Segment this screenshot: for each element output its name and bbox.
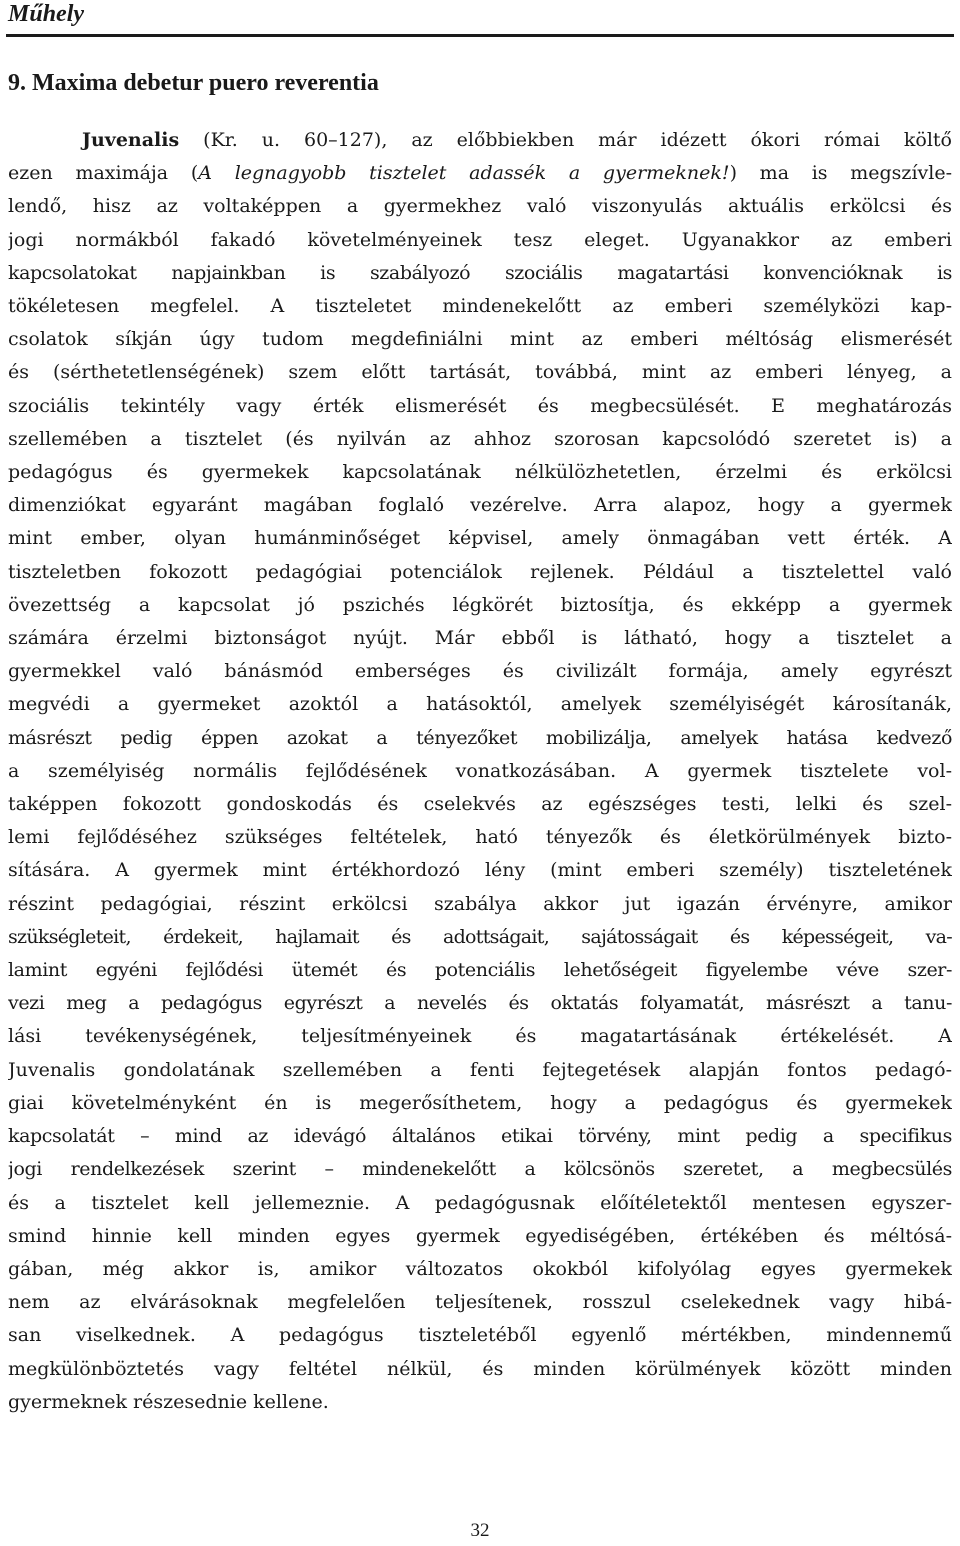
text-line: taképpen fokozott gondoskodás és cselekvés az egészséges testi, lelki és szel-: [8, 793, 952, 816]
text-line: lamint egyéni fejlődési ütemét és potenciális lehetőségeit figyelembe véve szer-: [8, 959, 952, 982]
text-line: jogi normákból fakadó követelményeinek tesz eleget. Ugyanakkor az emberi: [8, 228, 952, 251]
text-line: másrészt pedig éppen azokat a tényezőket mobilizálja, amelyek hatása kedvező: [8, 726, 952, 749]
text-line: mint ember, olyan humánminőséget képvisel, amely önmagában vett érték. A: [8, 527, 952, 550]
text-line: pedagógus és gyermekek kapcsolatának nélkülözhetetlen, érzelmi és erkölcsi: [8, 461, 952, 484]
page-number: 32: [470, 1520, 490, 1541]
quoted-maxim: A legnagyobb tisztelet adassék a gyermeknek!: [198, 162, 730, 185]
text-line: övezettség a kapcsolat jó pszichés légkörét biztosítja, és ekképp a gyermek: [8, 593, 952, 616]
author-name: Juvenalis: [82, 129, 180, 151]
text-line: jogi rendelkezések szerint – mindenekelőtt a kölcsönös szeretet, a megbecsülés: [8, 1158, 952, 1181]
text-line: giai követelményként én is megerősíthetem, hogy a pedagógus és gyermekek: [8, 1091, 952, 1114]
text-line: csolatok síkján úgy tudom megdefiniálni mint az emberi méltóság elismerését: [8, 328, 952, 351]
text-line: Juvenalis (Kr. u. 60–127), az előbbiekben már idézett ókori római költő: [82, 129, 952, 151]
text-line: és (sérthetetlenségének) szem előtt tartását, továbbá, mint az emberi lényeg, a: [8, 361, 952, 384]
text-line: smind hinnie kell minden egyes gyermek egyediségében, értékében és méltósá-: [8, 1224, 952, 1247]
text-line: számára érzelmi biztonságot nyújt. Már ebből is látható, hogy a tisztelet a: [8, 627, 952, 650]
running-header: Műhely: [8, 1, 85, 27]
header-rule: [6, 34, 954, 37]
text-line: megvédi a gyermeket azoktól a hatásoktól, amelyek személyiségét károsítanák,: [8, 693, 952, 716]
text-line: részint pedagógiai, részint erkölcsi szabálya akkor jut igazán érvényre, amikor: [8, 892, 952, 915]
text-line: sítására. A gyermek mint értékhordozó lény (mint emberi személy) tiszteletének: [8, 859, 952, 882]
text-line: szükségleteit, érdekeit, hajlamait és adottságait, sajátosságait és képességeit, va-: [8, 925, 952, 948]
text-line: lemi fejlődéséhez szükséges feltételek, ható tényezők és életkörülmények bizto-: [8, 826, 952, 849]
text-line: san viselkednek. A pedagógus tiszteletéből egyenlő mértékben, mindennemű: [8, 1324, 952, 1347]
text-line: tiszteletben fokozott pedagógiai potenciálok rejlenek. Például a tisztelettel való: [8, 560, 952, 583]
text-line: megkülönböztetés vagy feltétel nélkül, és minden körülmények között minden: [8, 1357, 952, 1380]
text-line: vezi meg a pedagógus egyrészt a nevelés és oktatás folyamatát, másrészt a tanu-: [8, 992, 952, 1015]
text-line: szellemében a tisztelet (és nyilván az ahhoz szorosan kapcsolódó szeretet is) a: [8, 427, 952, 450]
text-line: nem az elvárásoknak megfelelően teljesítenek, rosszul cselekednek vagy hibá-: [8, 1291, 952, 1314]
body-paragraph: [8, 124, 952, 1419]
text-line: szociális tekintély vagy érték elismerését és megbecsülését. E meghatározás: [8, 394, 952, 417]
text-line: a személyiség normális fejlődésének vonatkozásában. A gyermek tisztelete vol-: [8, 759, 952, 782]
text-line: gában, még akkor is, amikor változatos okokból kifolyólag egyes gyermekek: [8, 1257, 952, 1280]
text-line: tökéletesen megfelel. A tiszteletet mindenekelőtt az emberi személyközi kap-: [8, 295, 952, 318]
text-line: ezen maximája (A legnagyobb tisztelet adassék a gyermeknek!) ma is megszívle-: [8, 162, 952, 185]
section-title: 9. Maxima debetur puero reverentia: [8, 70, 379, 96]
text-line: kapcsolatát – mind az idevágó általános etikai törvény, mint pedig a specifikus: [8, 1125, 952, 1148]
text-line: kapcsolatokat napjainkban is szabályozó szociális magatartási konvencióknak is: [8, 261, 952, 284]
text-line: és a tisztelet kell jellemeznie. A pedagógusnak előítéletektől mentesen egyszer-: [8, 1191, 952, 1214]
text-line: lási tevékenységének, teljesítményeinek és magatartásának értékelését. A: [8, 1025, 952, 1048]
text-line: gyermekkel való bánásmód emberséges és civilizált formája, amely egyrészt: [8, 660, 952, 683]
text-line: lendő, hisz az voltaképpen a gyermekhez való viszonyulás aktuális erkölcsi és: [8, 195, 952, 218]
text-line: dimenziókat egyaránt magában foglaló vezérelve. Arra alapoz, hogy a gyermek: [8, 494, 952, 517]
text-line: gyermeknek részesednie kellene.: [8, 1390, 329, 1413]
text-line: Juvenalis gondolatának szellemében a fenti fejtegetések alapján fontos pedagó-: [8, 1058, 952, 1081]
